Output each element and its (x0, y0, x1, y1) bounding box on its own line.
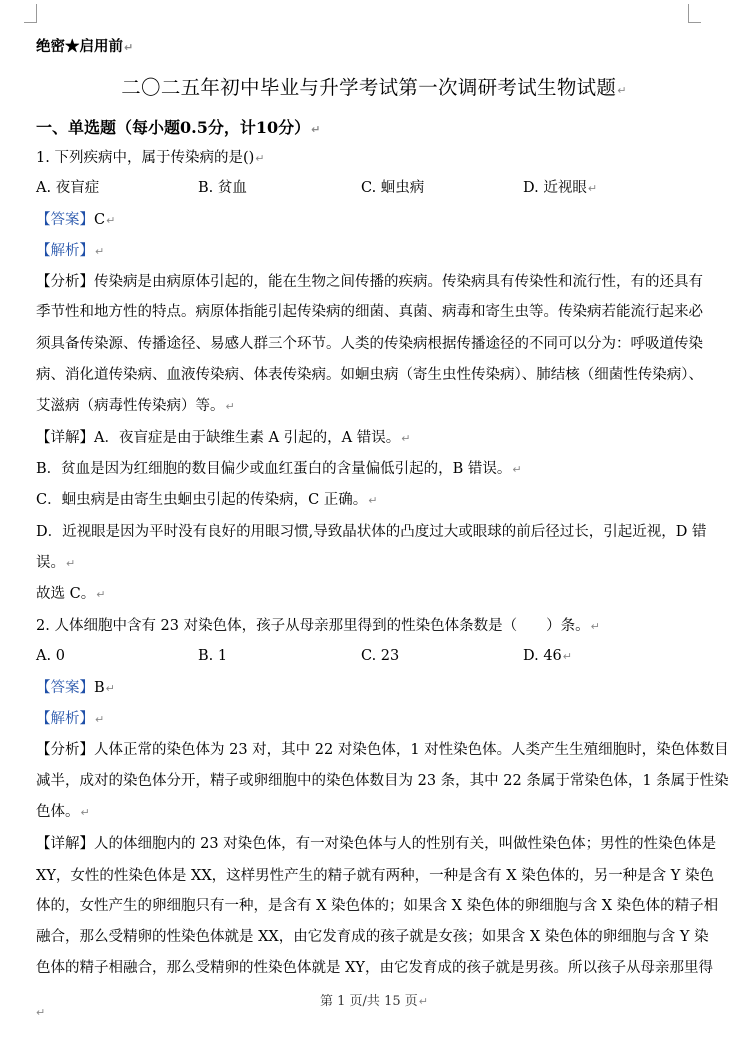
question-1-analysis-tag: 【解析】↵ (36, 243, 105, 259)
question-2-xiangjie-line: 体的，女性产生的卵细胞只有一种，是含有 X 染色体的；如果含 X 染色体的卵细胞与含 X 染色体的精子相 (36, 898, 719, 914)
question-1-conclusion: 故选 C。↵ (36, 586, 106, 602)
question-1-xiangjie-line: B．贫血是因为红细胞的数目偏少或血红蛋白的含量偏低引起的，B 错误。↵ (36, 461, 522, 477)
section-heading: 一、单选题（每小题0.5分，计10分）↵ (36, 118, 321, 137)
question-2-answer: 【答案】B↵ (36, 680, 115, 696)
question-2-analysis-tag: 【解析】↵ (36, 711, 105, 727)
question-2-xiangjie-line: XY，女性的性染色体是 XX，这样男性产生的精子就有两种，一种是含有 X 染色体的，另一种是含 Y 染色 (36, 868, 714, 884)
question-2-stem: 2. 人体细胞中含有 23 对染色体，孩子从母亲那里得到的性染色体条数是（ ）条。↵ (36, 618, 600, 634)
question-1-fenxi-line: 病、消化道传染病、血液传染病、体表传染病。如蛔虫病（寄生虫性传染病）、肺结核（细菌性传染病）、 (36, 367, 703, 383)
question-2-xiangjie-line: 融合，那么受精卵的性染色体就是 XX，由它发育成的孩子就是女孩；如果含 X 染色体的卵细胞与含 Y 染 (36, 929, 709, 945)
question-2-fenxi-line: 色体。↵ (36, 804, 90, 820)
question-1-option-d: D. 近视眼↵ (523, 180, 598, 196)
question-1-stem: 1. 下列疾病中，属于传染病的是()↵ (36, 150, 265, 166)
margin-corner-mark (688, 4, 701, 23)
question-1-answer: 【答案】C↵ (36, 212, 116, 228)
question-1-xiangjie-line: 【详解】A．夜盲症是由于缺维生素 A 引起的，A 错误。↵ (36, 430, 411, 446)
margin-corner-mark (24, 4, 37, 23)
question-1-option-a: A. 夜盲症 (36, 180, 100, 196)
question-2-option-d: D. 46↵ (523, 648, 572, 664)
question-2-fenxi-line: 减半，成对的染色体分开，精子或卵细胞中的染色体数目为 23 条，其中 22 条属于常染色体，1 条属于性染 (36, 773, 729, 789)
question-2-fenxi-line: 【分析】人体正常的染色体为 23 对，其中 22 对染色体，1 对性染色体。人类产生生殖细胞时，染色体数目 (36, 742, 729, 758)
question-1-fenxi-line: 艾滋病（病毒性传染病）等。↵ (36, 398, 235, 414)
question-1-xiangjie-line: C．蛔虫病是由寄生虫蛔虫引起的传染病，C 正确。↵ (36, 492, 378, 508)
question-2-option-b: B. 1 (198, 648, 228, 664)
question-1-xiangjie-line: 误。↵ (36, 555, 76, 571)
question-1-option-c: C. 蛔虫病 (361, 180, 425, 196)
question-2-option-c: C. 23 (361, 648, 400, 664)
question-2-option-a: A. 0 (36, 648, 65, 664)
page-title: 二〇二五年初中毕业与升学考试第一次调研考试生物试题↵ (121, 76, 627, 99)
secret-label: 绝密★启用前↵ (36, 38, 134, 55)
question-1-xiangjie-line: D．近视眼是因为平时没有良好的用眼习惯,导致晶状体的凸度过大或眼球的前后径过长，引起近视，D 错 (36, 524, 707, 540)
page-footer: 第 1 页/共 15 页↵ (320, 994, 428, 1009)
question-2-xiangjie-line: 色体的精子相融合，那么受精卵的性染色体就是 XY，由它发育成的孩子就是男孩。所以孩子从母亲那里得 (36, 960, 713, 976)
question-1-fenxi-line: 【分析】传染病是由病原体引起的，能在生物之间传播的疾病。传染病具有传染性和流行性，有的还具有 (36, 274, 703, 290)
question-1-fenxi-line: 须具备传染源、传播途径、易感人群三个环节。人类的传染病根据传播途径的不同可以分为：呼吸道传染 (36, 336, 703, 352)
question-1-option-b: B. 贫血 (198, 180, 247, 196)
paragraph-mark: ↵ (36, 1006, 46, 1019)
question-2-xiangjie-line: 【详解】人的体细胞内的 23 对染色体，有一对染色体与人的性别有关，叫做性染色体；男性的性染色体是 (36, 836, 717, 852)
question-1-fenxi-line: 季节性和地方性的特点。病原体指能引起传染病的细菌、真菌、病毒和寄生虫等。传染病若能流行起来必 (36, 304, 703, 320)
